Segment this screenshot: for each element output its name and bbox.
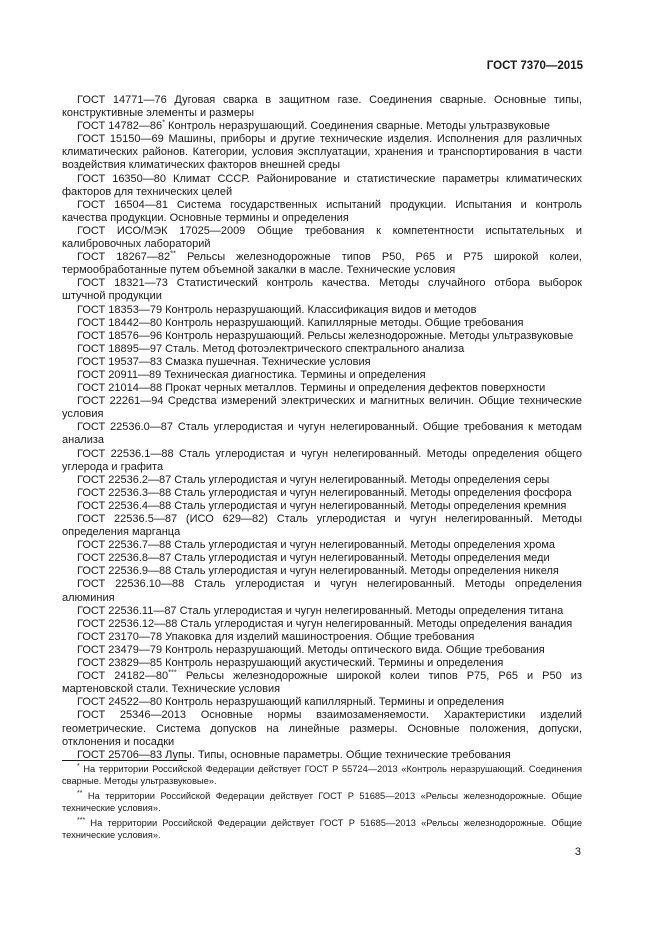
reference-item: [62, 618, 582, 631]
reference-text: ГОСТ 18267—82: [77, 251, 171, 264]
reference-text: ГОСТ 20911—89 Техническая диагностика. Термины и определения: [77, 368, 426, 381]
reference-text: ГОСТ 22536.11—87 Сталь углеродистая и чугун нелегированный. Методы определения титана: [77, 604, 564, 617]
reference-item: [62, 317, 582, 330]
footnote-marker: **: [77, 790, 83, 798]
footnote-marker: ***: [168, 667, 177, 677]
footnote-item: [62, 763, 582, 787]
reference-item: [62, 605, 582, 618]
reference-text: ГОСТ 18442—80 Контроль неразрушающий. Капиллярные методы. Общие требования: [77, 316, 524, 329]
reference-item: [62, 421, 582, 447]
reference-text: ГОСТ 22536.7—88 Сталь углеродистая и чугун нелегированный. Методы определения хрома: [77, 539, 556, 552]
reference-text: ГОСТ 23170—78 Упаковка для изделий машиностроения. Общие требования: [77, 630, 475, 643]
reference-item: [62, 369, 582, 382]
reference-item: [62, 277, 582, 303]
reference-item: [62, 248, 582, 277]
reference-item: [62, 709, 582, 748]
reference-item: [62, 448, 582, 474]
reference-item: [62, 395, 582, 421]
reference-item: [62, 513, 582, 539]
reference-text: ГОСТ 22261—94 Средства измерений электрических и магнитных величин. Общие технические условия: [62, 395, 582, 421]
document-header: ГОСТ 7370—2015: [486, 60, 583, 72]
footnote-marker: *: [77, 762, 80, 770]
reference-item: [62, 117, 582, 133]
reference-item: [62, 657, 582, 670]
reference-item: [62, 133, 582, 172]
reference-text: ГОСТ 24522—80 Контроль неразрушающий капиллярный. Термины и определения: [77, 696, 505, 709]
footnote-item: [62, 817, 582, 841]
reference-text-rest: Рельсы железнодорожные типов Р50, Р65 и Р75 широкой колеи, термообработанные путем объемной закалки в масле. Технические условия: [62, 251, 582, 277]
reference-item: [62, 225, 582, 251]
reference-text: ГОСТ 18353—79 Контроль неразрушающий. Классификация видов и методов: [77, 303, 477, 316]
footnote-item: [62, 790, 582, 814]
reference-text: ГОСТ 22536.2—87 Сталь углеродистая и чугун нелегированный. Методы определения серы: [77, 473, 550, 486]
reference-item: [62, 500, 582, 513]
reference-text: ГОСТ 22536.12—88 Сталь углеродистая и чугун нелегированный. Методы определения ванадия: [77, 617, 573, 630]
reference-list: [62, 94, 582, 762]
page-number: 3: [574, 846, 581, 858]
reference-text: ГОСТ 22536.0—87 Сталь углеродистая и чугун нелегированный. Общие требования к методам анализа: [62, 421, 582, 447]
footnote-marker: *: [162, 117, 165, 127]
reference-text: ГОСТ 18576—96 Контроль неразрушающий. Рельсы железнодорожные. Методы ультразвуковые: [77, 329, 574, 342]
footnote-marker: **: [170, 248, 176, 258]
footnotes: [62, 760, 582, 845]
reference-text: ГОСТ 15150—69 Машины, приборы и другие технические изделия. Исполнения для различных климатических районов. Категории, условия эксплуатации, хранения и транспортирования в части воздействия климатических факторов внешней среды: [62, 133, 582, 172]
reference-text: ГОСТ 22536.10—88 Сталь углеродистая и чугун нелегированный. Методы определения алюминия: [62, 578, 582, 604]
reference-item: [62, 539, 582, 552]
reference-text: ГОСТ 14782—86: [77, 120, 163, 133]
reference-item: [62, 552, 582, 565]
reference-item: [62, 304, 582, 317]
reference-text: ГОСТ 22536.4—88 Сталь углеродистая и чугун нелегированный. Методы определения кремния: [77, 499, 567, 512]
reference-item: [62, 696, 582, 709]
footnote-marker: ***: [77, 817, 86, 825]
reference-item: [62, 644, 582, 657]
footnote-text: На территории Российской Федерации действует ГОСТ Р 55724—2013 «Контроль неразрушающий. Соединения сварные. Методы ультразвуковые».: [62, 764, 582, 787]
reference-text-rest: Контроль неразрушающий. Соединения сварные. Методы ультразвуковые: [165, 120, 550, 133]
reference-item: [62, 565, 582, 578]
reference-item: [62, 578, 582, 604]
reference-text: ГОСТ 25346—2013 Основные нормы взаимозаменяемости. Характеристики изделий геометрические. Система допусков на линейные размеры. Основные положения, допуски, отклонения и посадки: [62, 709, 582, 748]
reference-item: [62, 631, 582, 644]
reference-text: ГОСТ 23479—79 Контроль неразрушающий. Методы оптического вида. Общие требования: [77, 643, 545, 656]
reference-text: ГОСТ 16504—81 Система государственных испытаний продукции. Испытания и контроль качества продукции. Основные термины и определения: [62, 198, 582, 224]
reference-text: ГОСТ 25706—83 Лупы. Типы, основные параметры. Общие технические требования: [77, 748, 511, 761]
reference-text: ГОСТ 23829—85 Контроль неразрушающий акустический. Термины и определения: [77, 657, 504, 670]
reference-text: ГОСТ 16350—80 Климат СССР. Районирование и статистические параметры климатических факторов для технических целей: [62, 172, 582, 198]
reference-text: ГОСТ ИСО/МЭК 17025—2009 Общие требования к компетентности испытательных и калибровочных лабораторий: [62, 224, 582, 251]
reference-text: ГОСТ 18895—97 Сталь. Метод фотоэлектрического спектрального анализа: [77, 342, 465, 355]
reference-text: ГОСТ 22536.3—88 Сталь углеродистая и чугун нелегированный. Методы определения фосфора: [77, 486, 572, 499]
footnote-divider: [62, 760, 187, 761]
reference-item: [62, 356, 582, 369]
footnote-text: На территории Российской Федерации действует ГОСТ Р 51685—2013 «Рельсы железнодорожные. Общие технические условия».: [62, 791, 582, 814]
reference-item: [62, 199, 582, 225]
reference-text: ГОСТ 22536.9—88 Сталь углеродистая и чугун нелегированный. Методы определения никеля: [77, 565, 559, 578]
reference-text: ГОСТ 21014—88 Прокат черных металлов. Термины и определения дефектов поверхности: [77, 382, 546, 395]
reference-item: [62, 173, 582, 199]
reference-text: ГОСТ 18321—73 Статистический контроль качества. Методы случайного отбора выборок штучной продукции: [62, 277, 582, 303]
reference-text: ГОСТ 19537—83 Смазка пушечная. Технические условия: [77, 355, 371, 368]
reference-item: [62, 487, 582, 500]
reference-item: [62, 474, 582, 487]
reference-text: ГОСТ 22536.8—87 Сталь углеродистая и чугун нелегированный. Методы определения меди: [77, 552, 550, 565]
reference-text: ГОСТ 22536.5—87 (ИСО 629—82) Сталь углеродистая и чугун нелегированный. Методы определения марганца: [62, 513, 582, 539]
footnote-text: На территории Российской Федерации действует ГОСТ Р 51685—2013 «Рельсы железнодорожные. Общие технические условия».: [62, 818, 582, 841]
reference-item: [62, 330, 582, 343]
reference-text: ГОСТ 24182—80: [77, 670, 169, 683]
reference-item: [62, 94, 582, 120]
reference-item: [62, 667, 582, 696]
reference-text-rest: Рельсы железнодорожные широкой колеи типов Р75, Р65 и Р50 из мартеновской стали. Технические условия: [62, 670, 582, 696]
reference-item: [62, 343, 582, 356]
reference-text: ГОСТ 22536.1—88 Сталь углеродистая и чугун нелегированный. Методы определения общего углерода и графита: [62, 447, 582, 473]
reference-item: [62, 382, 582, 395]
reference-text: ГОСТ 14771—76 Дуговая сварка в защитном газе. Соединения сварные. Основные типы, конструктивные элементы и размеры: [62, 94, 582, 120]
